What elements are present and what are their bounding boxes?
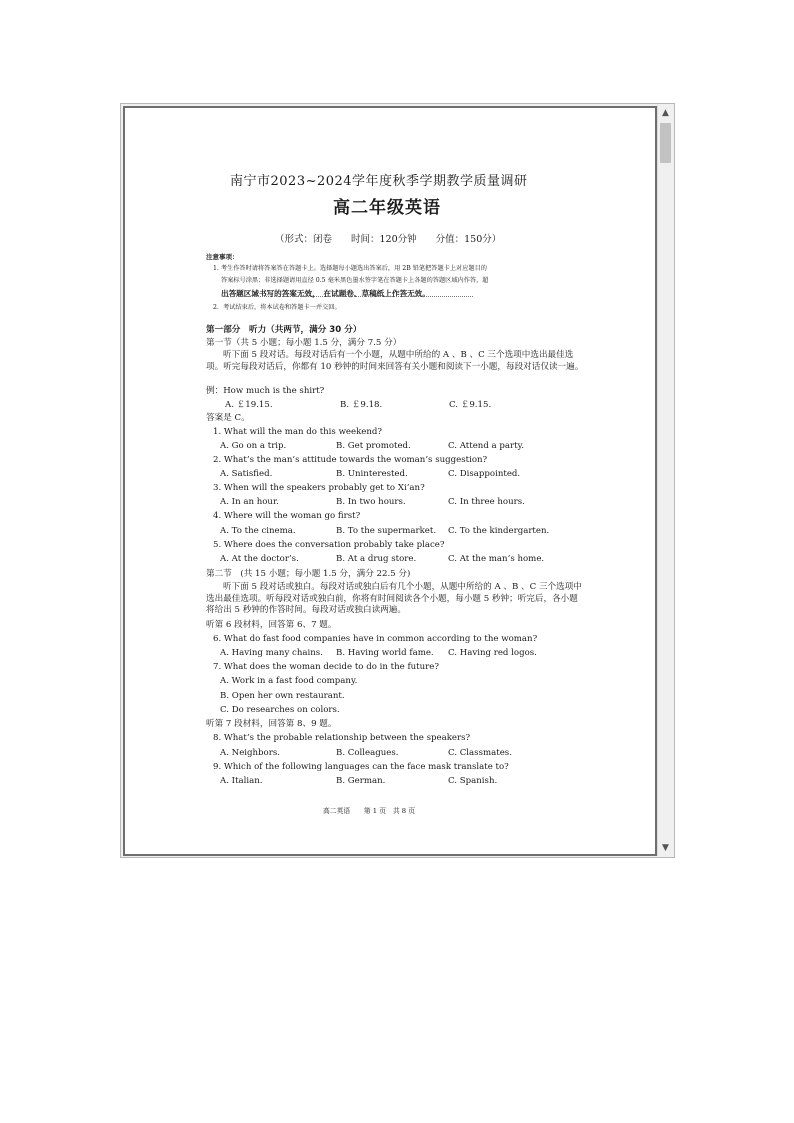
q5-option-c: C. At the man’s home. — [448, 554, 545, 564]
question-1: 1. What will the man do this weekend? — [213, 427, 383, 437]
q8-option-b: B. Colleagues. — [336, 748, 399, 758]
q3-option-b: B. In two hours. — [336, 497, 406, 507]
section-2-instructions: 听下面 5 段对话或独白。每段对话或独白后有几个小题，从题中所给的 A 、B 、C 三个选项中选出最佳选项。听每段对话或独白前，你将有时间阅读各个小题，每小题 5 秒钟；听完后，各小题将给出 5 秒钟的作答时间。每段对话或独白读两遍。 — [206, 582, 582, 615]
question-7: 7. What does the woman decide to do in the future? — [213, 662, 439, 672]
document-viewer — [120, 103, 675, 858]
question-2: 2. What’s the man’s attitude towards the woman’s suggestion? — [213, 455, 488, 465]
q6-option-a: A. Having many chains. — [220, 648, 323, 658]
note-1-line-1: 1. 考生作答时请将答案答在答题卡上。选择题每小题选出答案后，用 2B 铅笔把答题卡上对应题目的 — [213, 265, 487, 272]
scroll-up-icon[interactable]: ▲ — [662, 108, 669, 118]
q1-option-c: C. Attend a party. — [448, 441, 525, 451]
q7-option-a: A. Work in a fast food company. — [220, 676, 358, 686]
exam-title: 南宁市2023~2024学年度秋季学期教学质量调研 — [230, 174, 528, 189]
example-option-b: B. ￡9.18. — [340, 400, 383, 410]
example-question: 例：How much is the shirt? — [206, 386, 325, 396]
vertical-scrollbar[interactable] — [657, 105, 673, 856]
section-1-instructions: 听下面 5 段对话。每段对话后有一个小题，从题中所给的 A 、B 、C 三个选项中选出最佳选项。听完每段对话后，你都有 10 秒钟的时间来回答有关小题和阅读下一小题，每段对话仅读一遍。 — [206, 350, 584, 372]
q5-option-b: B. At a drug store. — [336, 554, 417, 564]
question-8: 8. What’s the probable relationship between the speakers? — [213, 733, 471, 743]
q7-option-c: C. Do researches on colors. — [220, 705, 340, 715]
note-1-line-3: 出答题区域书写的答案无效， 在试题卷、草稿纸上作答无效。 — [221, 289, 430, 298]
note-2: 2．考试结束后，将本试卷和答题卡一并交回。 — [213, 304, 341, 311]
q9-option-a: A. Italian. — [220, 776, 263, 786]
question-3: 3. When will the speakers probably get to Xi’an? — [213, 483, 425, 493]
exam-meta: （形式：闭卷 时间：120分钟 分值：150分） — [275, 234, 502, 245]
q5-option-a: A. At the doctor’s. — [220, 554, 299, 564]
note-1-line-2: 答案标号涂黑；非选择题请用直径 0.5 毫米黑色墨水签字笔在答题卡上各题的答题区域内作答，超 — [221, 277, 489, 284]
q2-option-c: C. Disappointed. — [448, 469, 521, 479]
material-7-intro: 听第 7 段材料，回答第 8、9 题。 — [206, 719, 337, 729]
q8-option-a: A. Neighbors. — [220, 748, 280, 758]
q2-option-b: B. Uninterested. — [336, 469, 408, 479]
q4-option-b: B. To the supermarket. — [336, 526, 437, 536]
dotted-underline — [223, 296, 473, 297]
section-2-heading: 第二节 (共 15 小题；每小题 1.5 分，满分 22.5 分) — [206, 569, 411, 579]
example-answer: 答案是 C。 — [206, 413, 250, 423]
q6-option-c: C. Having red logos. — [448, 648, 537, 658]
q9-option-c: C. Spanish. — [448, 776, 498, 786]
q3-option-c: C. In three hours. — [448, 497, 525, 507]
page-footer: 高二英语 第 1 页 共 8 页 — [323, 807, 416, 815]
example-option-a: A. ￡19.15. — [225, 400, 273, 410]
question-4: 4. Where will the woman go first? — [213, 511, 361, 521]
exam-subtitle: 高二年级英语 — [333, 198, 441, 218]
q2-option-a: A. Satisfied. — [220, 469, 273, 479]
example-option-c: C. ￡9.15. — [449, 400, 492, 410]
question-9: 9. Which of the following languages can the face mask translate to? — [213, 762, 509, 772]
q1-option-a: A. Go on a trip. — [220, 441, 287, 451]
exam-page — [133, 108, 655, 854]
q4-option-c: C. To the kindergarten. — [448, 526, 550, 536]
scroll-thumb[interactable] — [660, 123, 671, 163]
q9-option-b: B. German. — [336, 776, 386, 786]
q7-option-b: B. Open her own restaurant. — [220, 691, 345, 701]
question-6: 6. What do fast food companies have in common according to the woman? — [213, 634, 538, 644]
q1-option-b: B. Get promoted. — [336, 441, 411, 451]
scroll-down-icon[interactable]: ▼ — [662, 843, 669, 853]
section-1-heading: 第一节（共 5 小题；每小题 1.5 分，满分 7.5 分） — [206, 338, 402, 348]
q6-option-b: B. Having world fame. — [336, 648, 434, 658]
page-frame — [123, 106, 657, 856]
notes-heading: 注意事项： — [206, 253, 239, 261]
part-1-heading: 第一部分 听力（共两节，满分 30 分） — [206, 325, 362, 335]
q4-option-a: A. To the cinema. — [220, 526, 296, 536]
q3-option-a: A. In an hour. — [220, 497, 279, 507]
material-6-intro: 听第 6 段材料，回答第 6、7 题。 — [206, 620, 337, 630]
question-5: 5. Where does the conversation probably take place? — [213, 540, 445, 550]
q8-option-c: C. Classmates. — [448, 748, 512, 758]
